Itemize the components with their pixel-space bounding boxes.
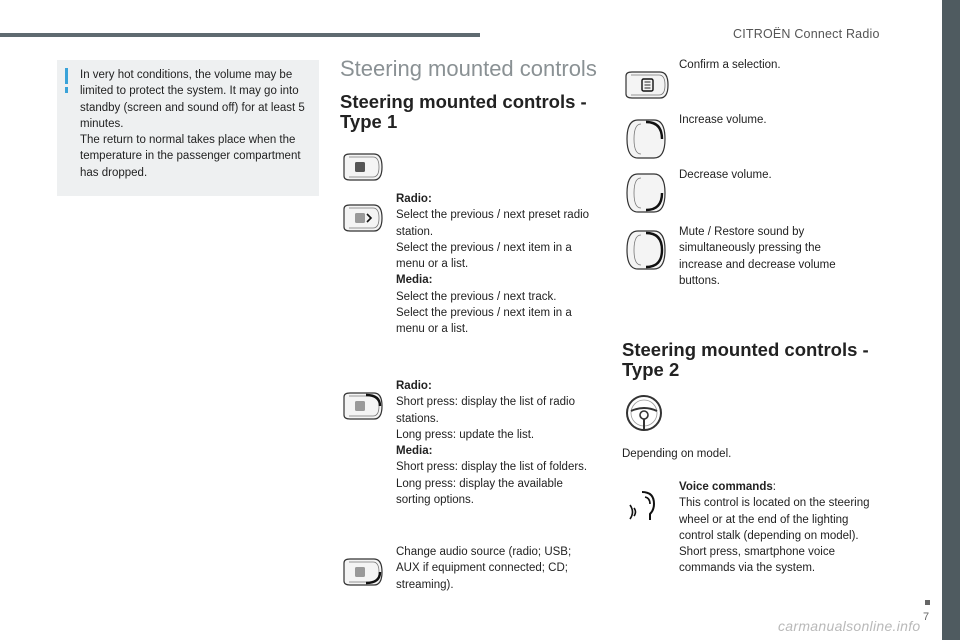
footer-marker xyxy=(925,600,930,605)
text-line: Select the previous / next item in a menu or a list. xyxy=(396,307,572,336)
type2-title: Steering mounted controls - Type 2 xyxy=(622,339,869,380)
type1-item3-text: Change audio source (radio; USB; AUX if equipment connected; CD; streaming). xyxy=(396,546,572,591)
decrease-text: Decrease volume. xyxy=(679,169,772,181)
text-line: Select the previous / next item in a menu or a list. xyxy=(396,241,572,271)
volume-up-icon xyxy=(624,117,668,161)
text-line: This control is located on the steering wheel or at the end of the lighting control stalk (depending on model). xyxy=(679,497,870,542)
steering-control-icon xyxy=(340,152,384,182)
list-control-icon xyxy=(340,391,384,421)
text-line: Long press: display the available sorting options. xyxy=(396,477,563,507)
text-line: Short press, smartphone voice commands via the system. xyxy=(679,546,835,575)
depending-text: Depending on model. xyxy=(622,448,732,460)
note-line: The return to normal takes place when the temperature in the passenger compartment has dropped. xyxy=(80,134,301,179)
page-edge-tab xyxy=(942,0,960,640)
source-control-icon xyxy=(340,557,384,587)
type1-item1-text xyxy=(396,191,596,338)
info-note xyxy=(57,60,319,196)
confirm-control-icon xyxy=(622,70,670,100)
label-radio: Radio: xyxy=(396,193,432,205)
info-icon xyxy=(65,68,68,84)
increase-text: Increase volume. xyxy=(679,114,767,126)
text-line: Short press: display the list of radio stations. xyxy=(396,396,575,425)
confirm-text: Confirm a selection. xyxy=(679,59,781,71)
next-previous-control-icon xyxy=(340,203,384,233)
text-line: Select the previous / next preset radio station. xyxy=(396,209,590,238)
running-header: CITROËN Connect Radio xyxy=(733,27,880,41)
info-icon-base xyxy=(65,87,68,93)
type1-title: Steering mounted controls - Type 1 xyxy=(340,91,587,132)
label-voice-commands: Voice commands xyxy=(679,481,773,493)
header-rule xyxy=(0,33,480,37)
text-line: Select the previous / next track. xyxy=(396,290,557,303)
mute-icon xyxy=(624,228,668,272)
section-title: Steering mounted controls xyxy=(340,56,597,81)
text-line: Long press: update the list. xyxy=(396,428,535,441)
volume-down-icon xyxy=(624,171,668,215)
voice-commands-text xyxy=(679,479,879,577)
label-radio: Radio: xyxy=(396,380,432,392)
label-media: Media: xyxy=(396,274,433,287)
label-colon: : xyxy=(772,481,776,493)
type1-item2-text xyxy=(396,378,596,508)
text-line: Short press: display the list of folders. xyxy=(396,461,588,474)
note-line: In very hot conditions, the volume may be limited to protect the system. It may go into standby (screen and sound off) for at least 5 minutes. xyxy=(80,69,305,130)
mute-text: Mute / Restore sound by simultaneously pressing the increase and decrease volume buttons. xyxy=(679,226,836,287)
info-note-text xyxy=(80,67,312,181)
page-number: 7 xyxy=(923,611,930,623)
watermark: carmanualsonline.info xyxy=(778,618,921,634)
label-media: Media: xyxy=(396,445,433,458)
voice-command-icon xyxy=(628,488,664,524)
steering-wheel-icon xyxy=(624,393,664,433)
